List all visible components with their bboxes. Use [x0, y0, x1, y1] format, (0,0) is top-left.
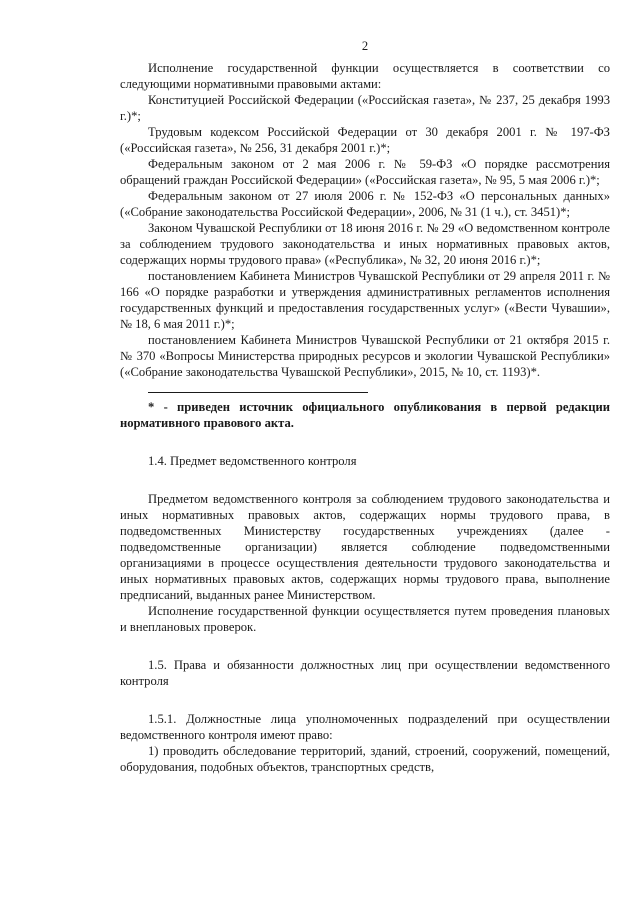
- page-number: 2: [361, 39, 369, 53]
- act-law-152fz: Федеральным законом от 27 июля 2006 г. № 152-ФЗ «О персональных данных» («Собрание законодательства Российской Федерации», 2006, № 31 (1 ч.), ст. 3451)*;: [120, 189, 610, 219]
- footnote: * - приведен источник официального опубликования в первой редакции нормативного правового акта.: [120, 400, 610, 430]
- act-resolution-166: постановлением Кабинета Министров Чувашской Республики от 29 апреля 2011 г. № 166 «О порядке разработки и утверждения административных регламентов исполнения государственных функций и предоставления государственных услуг» («Вести Чувашии», № 18, 6 мая 2011 г.)*;: [120, 269, 610, 331]
- section-1-5-1-item-1: 1) проводить обследование территорий, зданий, строений, сооружений, помещений, оборудования, подобных объектов, транспортных средств,: [120, 744, 610, 774]
- act-constitution: Конституцией Российской Федерации («Российская газета», № 237, 25 декабря 1993 г.)*;: [120, 93, 610, 123]
- section-1-5-1-paragraph: 1.5.1. Должностные лица уполномоченных подразделений при осуществлении ведомственного контроля имеют право:: [120, 712, 610, 742]
- section-1-4-paragraph-1: Предметом ведомственного контроля за соблюдением трудового законодательства и иных нормативных правовых актов, содержащих нормы трудового права, в подведомственных Министерству государственных учреждениях (далее - подведомственные организации) является соблюдение подведомственными организациями в процессе осуществления деятельности трудового законодательства и иных нормативных правовых актов, содержащих нормы трудового права, выполнение предписаний, выданных ранее Министерством.: [120, 492, 610, 602]
- act-law-59fz: Федеральным законом от 2 мая 2006 г. № 59-ФЗ «О порядке рассмотрения обращений граждан Российской Федерации» («Российская газета», № 95, 5 мая 2006 г.)*;: [120, 157, 610, 187]
- section-1-5-title: 1.5. Права и обязанности должностных лиц при осуществлении ведомственного контроля: [120, 658, 610, 688]
- section-1-4-title: 1.4. Предмет ведомственного контроля: [148, 454, 357, 468]
- act-labor-code: Трудовым кодексом Российской Федерации от 30 декабря 2001 г. № 197-ФЗ («Российская газета», № 256, 31 декабря 2001 г.)*;: [120, 125, 610, 155]
- act-resolution-370: постановлением Кабинета Министров Чувашской Республики от 21 октября 2015 г. № 370 «Вопросы Министерства природных ресурсов и экологии Чувашской Республики» («Собрание законодательства Чувашской Республики», 2015, № 10, ст. 1193)*.: [120, 333, 610, 379]
- footnote-divider: [148, 392, 368, 393]
- intro-paragraph: Исполнение государственной функции осуществляется в соответствии со следующими нормативными правовыми актами:: [120, 61, 610, 91]
- act-chuvash-law-29: Законом Чувашской Республики от 18 июня 2016 г. № 29 «О ведомственном контроле за соблюдением трудового законодательства и иных нормативных правовых актов, содержащих нормы трудового права» («Республика», № 32, 20 июня 2016 г.)*;: [120, 221, 610, 267]
- section-1-4-paragraph-2: Исполнение государственной функции осуществляется путем проведения плановых и внеплановых проверок.: [120, 604, 610, 634]
